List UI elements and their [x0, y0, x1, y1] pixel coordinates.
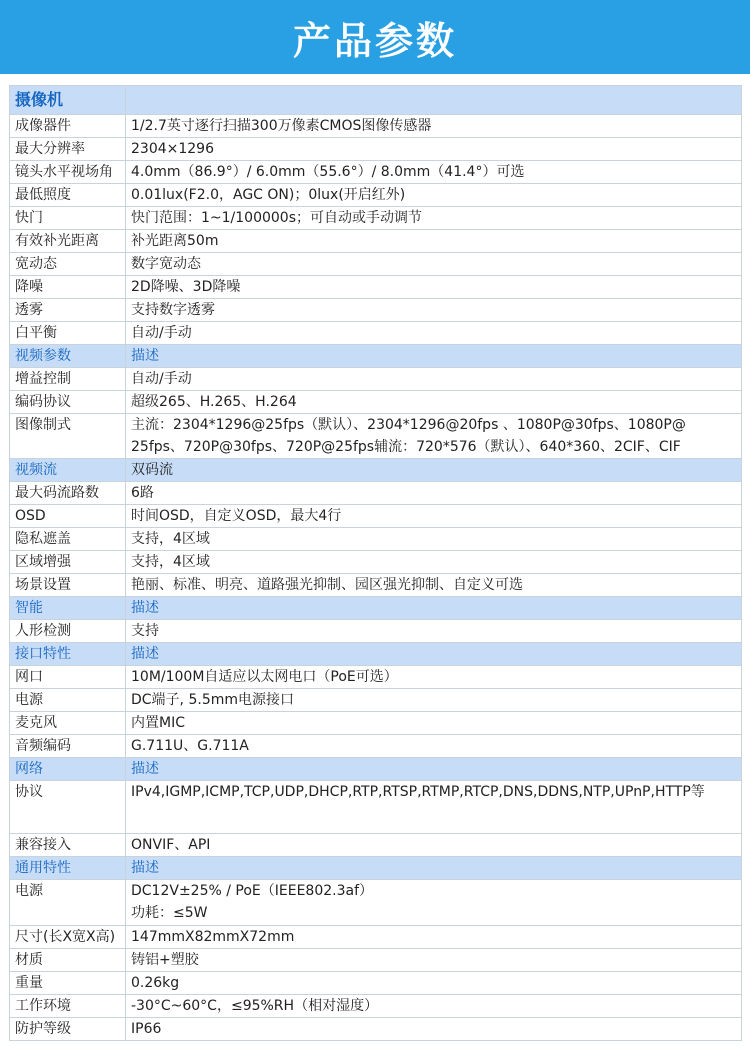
row-value: 铸铝+塑胶	[126, 949, 742, 972]
table-row	[10, 972, 742, 995]
table-row	[10, 620, 742, 643]
table-row	[10, 505, 742, 528]
spec-table	[9, 85, 742, 1041]
row-label: 镜头水平视场角	[10, 161, 126, 184]
row-value: 时间OSD，自定义OSD，最大4行	[126, 505, 742, 528]
row-label: 快门	[10, 207, 126, 230]
section-desc: 描述	[126, 857, 742, 880]
row-value: 内置MIC	[126, 712, 742, 735]
row-label: 白平衡	[10, 322, 126, 345]
row-value: 147mmX82mmX72mm	[126, 926, 742, 949]
row-label: 透雾	[10, 299, 126, 322]
row-value: 支持	[126, 620, 742, 643]
row-label: 视频流	[10, 459, 126, 482]
table-row	[10, 1018, 742, 1041]
table-row	[10, 528, 742, 551]
row-value	[126, 880, 742, 926]
row-label: 图像制式	[10, 414, 126, 459]
table-row	[10, 391, 742, 414]
section-header-video	[10, 345, 742, 368]
row-label: 场景设置	[10, 574, 126, 597]
table-row	[10, 276, 742, 299]
table-row	[10, 161, 742, 184]
row-value: 自动/手动	[126, 322, 742, 345]
value-line-2: 25fps、720P@30fps、720P@25fps辅流：720*576（默认）、640*360、2CIF、CIF	[131, 439, 681, 455]
row-value: 数字宽动态	[126, 253, 742, 276]
value-line-2: 功耗：≤5W	[131, 905, 208, 921]
table-row	[10, 666, 742, 689]
row-value: 0.01lux(F2.0，AGC ON)；0lux(开启红外)	[126, 184, 742, 207]
row-label: 增益控制	[10, 368, 126, 391]
row-label: 重量	[10, 972, 126, 995]
row-label: 宽动态	[10, 253, 126, 276]
section-header-general	[10, 857, 742, 880]
table-row	[10, 995, 742, 1018]
value-line-1: DC12V±25% / PoE（IEEE802.3af）	[131, 883, 374, 899]
row-value: 双码流	[126, 459, 742, 482]
row-label: 成像器件	[10, 115, 126, 138]
row-label: 有效补光距离	[10, 230, 126, 253]
section-label: 视频参数	[10, 345, 126, 368]
page-title: 产品参数	[292, 18, 457, 63]
table-row	[10, 299, 742, 322]
row-value: 支持，4区域	[126, 528, 742, 551]
section-header-network	[10, 758, 742, 781]
row-label: 音频编码	[10, 735, 126, 758]
section-label: 通用特性	[10, 857, 126, 880]
row-label: 网口	[10, 666, 126, 689]
row-value: 快门范围：1~1/100000s；可自动或手动调节	[126, 207, 742, 230]
row-label: 工作环境	[10, 995, 126, 1018]
table-row	[10, 551, 742, 574]
row-value: IPv4,IGMP,ICMP,TCP,UDP,DHCP,RTP,RTSP,RTMP,RTCP,DNS,DDNS,NTP,UPnP,HTTP等	[126, 781, 742, 834]
row-label: 协议	[10, 781, 126, 834]
table-row-stream	[10, 459, 742, 482]
section-header-interface	[10, 643, 742, 666]
row-value: 1/2.7英寸逐行扫描300万像素CMOS图像传感器	[126, 115, 742, 138]
row-label: 防护等级	[10, 1018, 126, 1041]
section-label: 接口特性	[10, 643, 126, 666]
row-value: 超级265、H.265、H.264	[126, 391, 742, 414]
row-value: 补光距离50m	[126, 230, 742, 253]
row-label: 尺寸(长X宽X高)	[10, 926, 126, 949]
table-row-image-format	[10, 414, 742, 459]
section-label: 智能	[10, 597, 126, 620]
table-row-power	[10, 880, 742, 926]
section-label: 摄像机	[10, 86, 126, 115]
table-row	[10, 735, 742, 758]
row-label: 电源	[10, 689, 126, 712]
table-row	[10, 138, 742, 161]
row-value: 6路	[126, 482, 742, 505]
section-desc: 描述	[126, 643, 742, 666]
table-row	[10, 368, 742, 391]
row-label: 材质	[10, 949, 126, 972]
table-row-protocol	[10, 781, 742, 834]
row-value: 0.26kg	[126, 972, 742, 995]
table-row	[10, 949, 742, 972]
section-header-camera	[10, 86, 742, 115]
table-row	[10, 230, 742, 253]
table-row	[10, 574, 742, 597]
row-value: 艳丽、标准、明亮、道路强光抑制、园区强光抑制、自定义可选	[126, 574, 742, 597]
row-value: DC端子, 5.5mm电源接口	[126, 689, 742, 712]
row-value: 2304×1296	[126, 138, 742, 161]
row-value	[126, 414, 742, 459]
row-value: G.711U、G.711A	[126, 735, 742, 758]
table-row	[10, 253, 742, 276]
row-value: ONVIF、API	[126, 834, 742, 857]
row-label: 电源	[10, 880, 126, 926]
table-row	[10, 207, 742, 230]
row-label: 编码协议	[10, 391, 126, 414]
section-desc: 描述	[126, 597, 742, 620]
section-desc: 描述	[126, 345, 742, 368]
row-label: 最低照度	[10, 184, 126, 207]
row-label: 最大分辨率	[10, 138, 126, 161]
row-value: 10M/100M自适应以太网电口（PoE可选）	[126, 666, 742, 689]
row-label: 隐私遮盖	[10, 528, 126, 551]
row-label: 兼容接入	[10, 834, 126, 857]
row-value: 支持数字透雾	[126, 299, 742, 322]
table-row	[10, 926, 742, 949]
table-row	[10, 482, 742, 505]
row-value: 4.0mm（86.9°）/ 6.0mm（55.6°）/ 8.0mm（41.4°）可选	[126, 161, 742, 184]
section-label: 网络	[10, 758, 126, 781]
row-label: 最大码流路数	[10, 482, 126, 505]
section-desc	[126, 86, 742, 115]
table-row	[10, 184, 742, 207]
row-value: 2D降噪、3D降噪	[126, 276, 742, 299]
row-label: 降噪	[10, 276, 126, 299]
table-row	[10, 322, 742, 345]
value-line-1: 主流：2304*1296@25fps（默认）、2304*1296@20fps 、1080P@30fps、1080P@	[131, 417, 686, 433]
row-value: IP66	[126, 1018, 742, 1041]
row-label: 麦克风	[10, 712, 126, 735]
row-label: OSD	[10, 505, 126, 528]
table-row	[10, 689, 742, 712]
section-desc: 描述	[126, 758, 742, 781]
section-header-smart	[10, 597, 742, 620]
title-banner	[0, 0, 750, 74]
table-row	[10, 115, 742, 138]
row-label: 人形检测	[10, 620, 126, 643]
table-row	[10, 712, 742, 735]
table-row	[10, 834, 742, 857]
row-label: 区域增强	[10, 551, 126, 574]
row-value: 自动/手动	[126, 368, 742, 391]
row-value: -30°C~60°C，≤95%RH（相对湿度）	[126, 995, 742, 1018]
row-value: 支持，4区域	[126, 551, 742, 574]
